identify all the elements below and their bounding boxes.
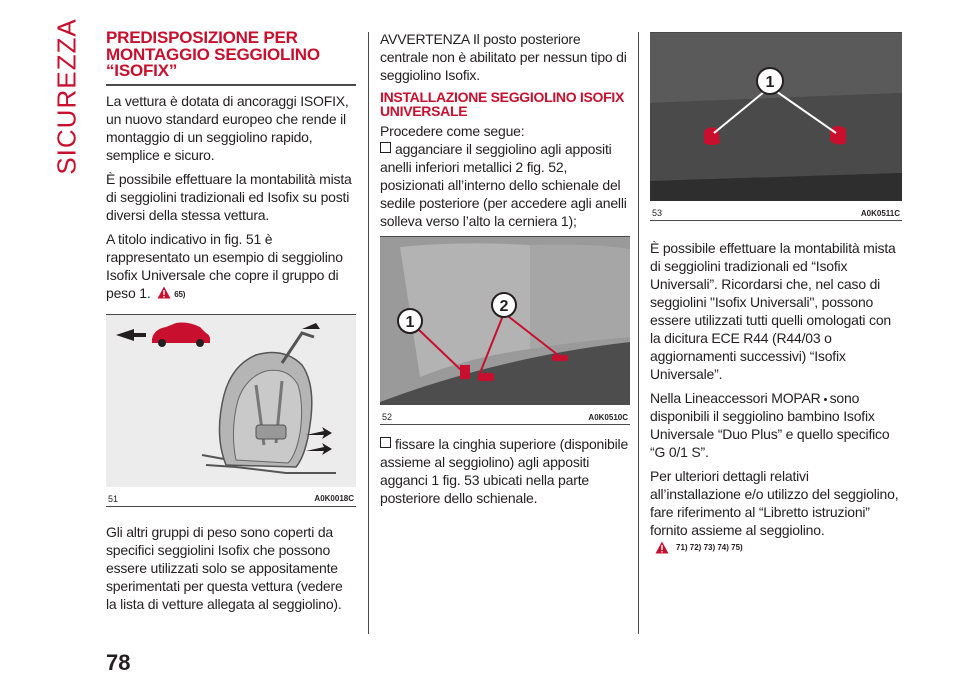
bullet-item	[380, 140, 630, 230]
column-divider	[638, 32, 639, 634]
figure-52	[380, 236, 630, 425]
paragraph: La vettura è dotata di ancoraggi ISOFIX, un nuovo standard europeo che rende il montaggio di un seggiolino rapido, semplice e sicuro.	[106, 92, 349, 163]
heading-line: “ISOFIX”	[106, 61, 178, 80]
figure-code: A0K0510C	[588, 412, 628, 422]
heading-line: PREDISPOSIZIONE PER	[106, 28, 298, 47]
warning-references	[650, 541, 902, 554]
child-seat-illustration	[106, 315, 356, 487]
bullet-text: agganciare il seggiolino agli appositi anelli inferiori metallici 2 fig. 52, posizionati all’interno dello schienale del sedile posteriore (per accedere agli anelli solleva verso l’alto la cerniera 1);	[380, 141, 627, 229]
paragraph: Gli altri gruppi di peso sono coperti da specifici seggiolini Isofix che possono essere utilizzati solo se appositamente sperimentati per questa vettura (vedere la lista di vetture allegata al seggiolino).	[106, 523, 343, 612]
figure-code: A0K0511C	[860, 208, 900, 218]
section-tab	[51, 17, 82, 175]
subsection-heading	[380, 90, 630, 118]
heading-rule	[106, 84, 356, 86]
bullet-text: fissare la cinghia superiore (disponibile assieme al seggiolino) agli appositi agganci 1 fig. 53 ubicati nella parte posteriore dello schienale.	[380, 436, 629, 506]
paragraph: Procedere come segue:	[380, 123, 525, 139]
warning-icon	[157, 286, 171, 299]
bullet-item	[380, 435, 630, 507]
subheading-line: INSTALLAZIONE SEGGIOLINO ISOFIX	[380, 89, 625, 105]
bullet-dot-icon	[824, 398, 827, 401]
checkbox-bullet-icon	[380, 142, 391, 153]
subheading-line: UNIVERSALE	[380, 103, 468, 119]
section-tab-label: SICUREZZA	[51, 17, 82, 175]
figure-number: 51	[108, 493, 119, 504]
heading-line: MONTAGGIO SEGGIOLINO	[106, 44, 320, 64]
callout-1: 1	[405, 314, 415, 331]
paragraph-text: sono disponibili il seggiolino bambino Isofix Universale “Duo Plus” e quello specifico “G 0/1 S”.	[650, 390, 890, 460]
section-heading	[106, 30, 356, 80]
figure-caption	[380, 410, 630, 424]
top-tether-anchor-photo	[650, 33, 902, 201]
figure-number: 52	[382, 412, 393, 422]
column-2	[380, 30, 630, 513]
paragraph-text: Nella Lineaccessori MOPAR	[650, 390, 821, 406]
page-number: 78	[106, 650, 131, 675]
callout-1: 1	[765, 74, 775, 91]
callout-2: 2	[499, 298, 509, 315]
figure-caption	[106, 492, 356, 506]
paragraph: È possibile effettuare la montabilità mista di seggiolini tradizionali ed Isofix su posti diversi della stessa vettura.	[106, 170, 352, 223]
note-reference: 65)	[174, 289, 186, 299]
figure-code: A0K0018C	[314, 494, 354, 503]
paragraph: AVVERTENZA Il posto posteriore centrale non è abilitato per nessun tipo di seggiolino Isofix.	[380, 31, 627, 83]
paragraph: Per ulteriori dettagli relativi all’installazione e/o utilizzo del seggiolino, fare riferimento al “Libretto istruzioni” fornito assieme al seggiolino.	[650, 468, 899, 538]
checkbox-bullet-icon	[380, 437, 391, 448]
figure-caption	[650, 206, 902, 220]
figure-51	[106, 314, 356, 507]
note-references: 71) 72) 73) 74) 75)	[676, 543, 743, 552]
column-1	[106, 30, 356, 619]
column-3	[650, 32, 902, 554]
figure-53	[650, 32, 902, 221]
paragraph	[650, 389, 902, 461]
warning-icon	[655, 541, 669, 554]
figure-number: 53	[652, 208, 663, 218]
column-divider	[368, 32, 369, 634]
isofix-anchor-photo	[380, 237, 630, 405]
paragraph	[106, 230, 356, 304]
paragraph-text: A titolo indicativo in fig. 51 è rappresentato un esempio di seggiolino Isofix Universale che copre il gruppo di peso 1.	[106, 230, 343, 301]
paragraph: È possibile effettuare la montabilità mista di seggiolini tradizionali ed “Isofix Universali”. Ricordarsi che, nel caso di seggiolini "Isofix Universali", possono essere utilizzati tutti quelli omologati con la dicitura ECE R44 (R44/03 o aggiornamenti successivi) “Isofix Universale”.	[650, 240, 896, 382]
